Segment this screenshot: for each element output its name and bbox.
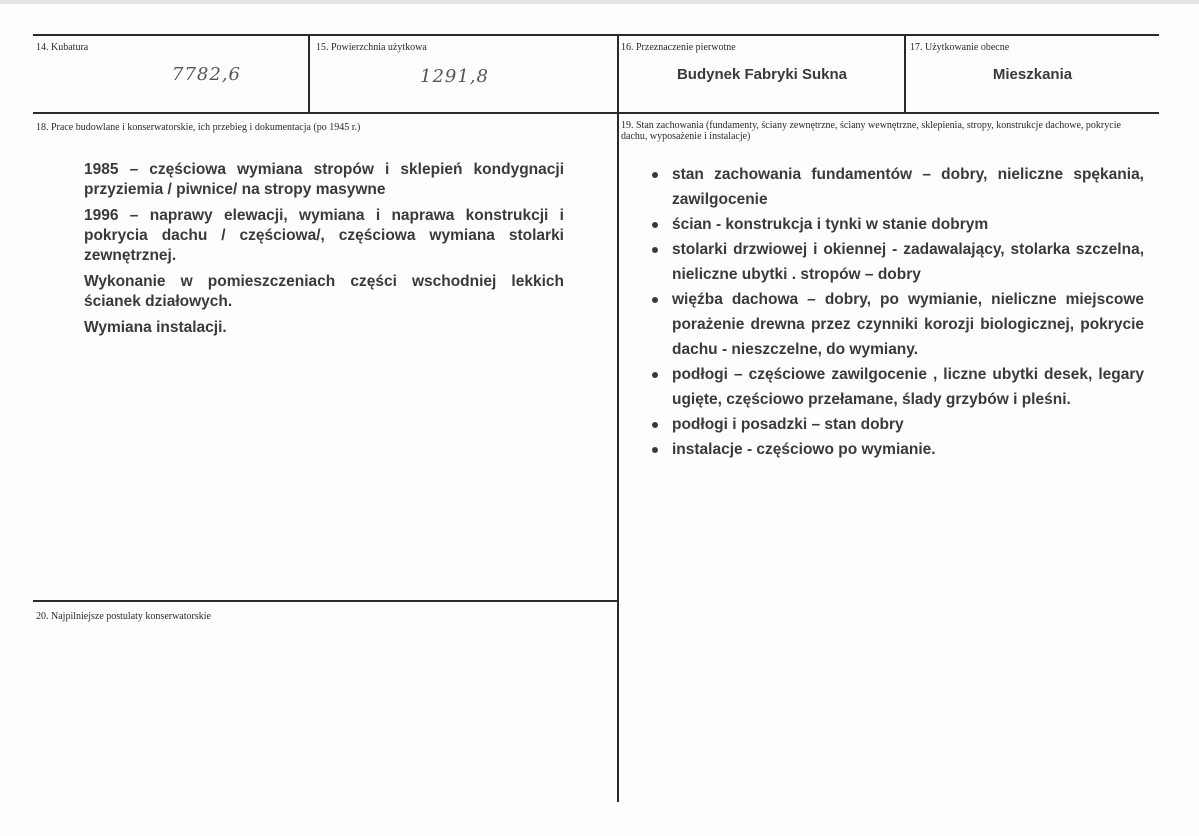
col-divider-main bbox=[617, 34, 619, 802]
list-item-text: podłogi – częściowe zawilgocenie , liczne ubytki desek, legary ugięte, częściowo przełamane, ślady grzybów i pleśni. bbox=[672, 366, 1144, 408]
field-label-przeznaczenie: 16. Przeznaczenie pierwotne bbox=[621, 42, 736, 53]
prace-paragraph: Wymiana instalacji. bbox=[84, 319, 227, 336]
bullet-icon bbox=[652, 172, 658, 178]
powierzchnia-value: 1291,8 bbox=[420, 66, 489, 87]
list-item bbox=[652, 287, 1144, 362]
list-item-text: stolarki drzwiowej i okiennej - zadawalający, stolarka szczelna, nieliczne ubytki . stropów – dobry bbox=[672, 241, 1144, 283]
list-item-text: podłogi i posadzki – stan dobry bbox=[672, 416, 904, 433]
bullet-icon bbox=[652, 222, 658, 228]
field-label-kubatura: 14. Kubatura bbox=[36, 42, 89, 53]
bullet-icon bbox=[652, 247, 658, 253]
list-item-text: więźba dachowa – dobry, po wymianie, nieliczne miejscowe porażenie drewna przez czynniki korozji biologicznej, pokrycie dachu - nieszczelne, do wymiany. bbox=[672, 291, 1144, 358]
list-item-text: instalacje - częściowo po wymianie. bbox=[672, 441, 936, 458]
field-20-top-border bbox=[33, 600, 618, 602]
prace-paragraph: 1996 – naprawy elewacji, wymiana i naprawa konstrukcji i pokrycia dachu / częściowa/, częściowa wymiana stolarki zewnętrznej. bbox=[84, 207, 564, 264]
col-divider-14-15 bbox=[308, 34, 310, 114]
field-label-postulaty: 20. Najpilniejsze postulaty konserwatorskie bbox=[36, 611, 211, 622]
bullet-icon bbox=[652, 422, 658, 428]
list-item bbox=[652, 412, 1144, 437]
row-top-border bbox=[33, 34, 1159, 36]
list-item bbox=[652, 162, 1144, 212]
prace-paragraph: 1985 – częściowa wymiana stropów i sklepień kondygnacji przyziemia / piwnice/ na stropy masywne bbox=[84, 161, 564, 198]
field-label-powierzchnia: 15. Powierzchnia użytkowa bbox=[316, 42, 427, 53]
bullet-icon bbox=[652, 297, 658, 303]
list-item bbox=[652, 437, 1144, 462]
list-item bbox=[652, 362, 1144, 412]
field-label-stan-zachowania: 19. Stan zachowania (fundamenty, ściany zewnętrzne, ściany wewnętrzne, sklepienia, stropy, konstrukcje dachowe, pokrycie dachu, wyposażenie i instalacje) bbox=[621, 120, 1121, 142]
page-top-edge bbox=[0, 0, 1199, 4]
przeznaczenie-value: Budynek Fabryki Sukna bbox=[676, 66, 848, 83]
field-label-uzytkowanie: 17. Użytkowanie obecne bbox=[910, 42, 1010, 53]
list-item bbox=[652, 237, 1144, 287]
row-1-bottom-border bbox=[33, 112, 1159, 114]
prace-paragraph: Wykonanie w pomieszczeniach części wschodniej lekkich ścianek działowych. bbox=[84, 273, 564, 310]
bullet-icon bbox=[652, 447, 658, 453]
stan-zachowania-list bbox=[652, 162, 1144, 462]
uzytkowanie-value: Mieszkania bbox=[992, 66, 1073, 83]
list-item-text: stan zachowania fundamentów – dobry, nieliczne spękania, zawilgocenie bbox=[672, 166, 1144, 208]
list-item bbox=[652, 212, 1144, 237]
field-label-prace: 18. Prace budowlane i konserwatorskie, ich przebieg i dokumentacja (po 1945 r.) bbox=[36, 122, 361, 133]
kubatura-value: 7782,6 bbox=[172, 64, 241, 85]
list-item-text: ścian - konstrukcja i tynki w stanie dobrym bbox=[672, 216, 989, 233]
bullet-icon bbox=[652, 372, 658, 378]
